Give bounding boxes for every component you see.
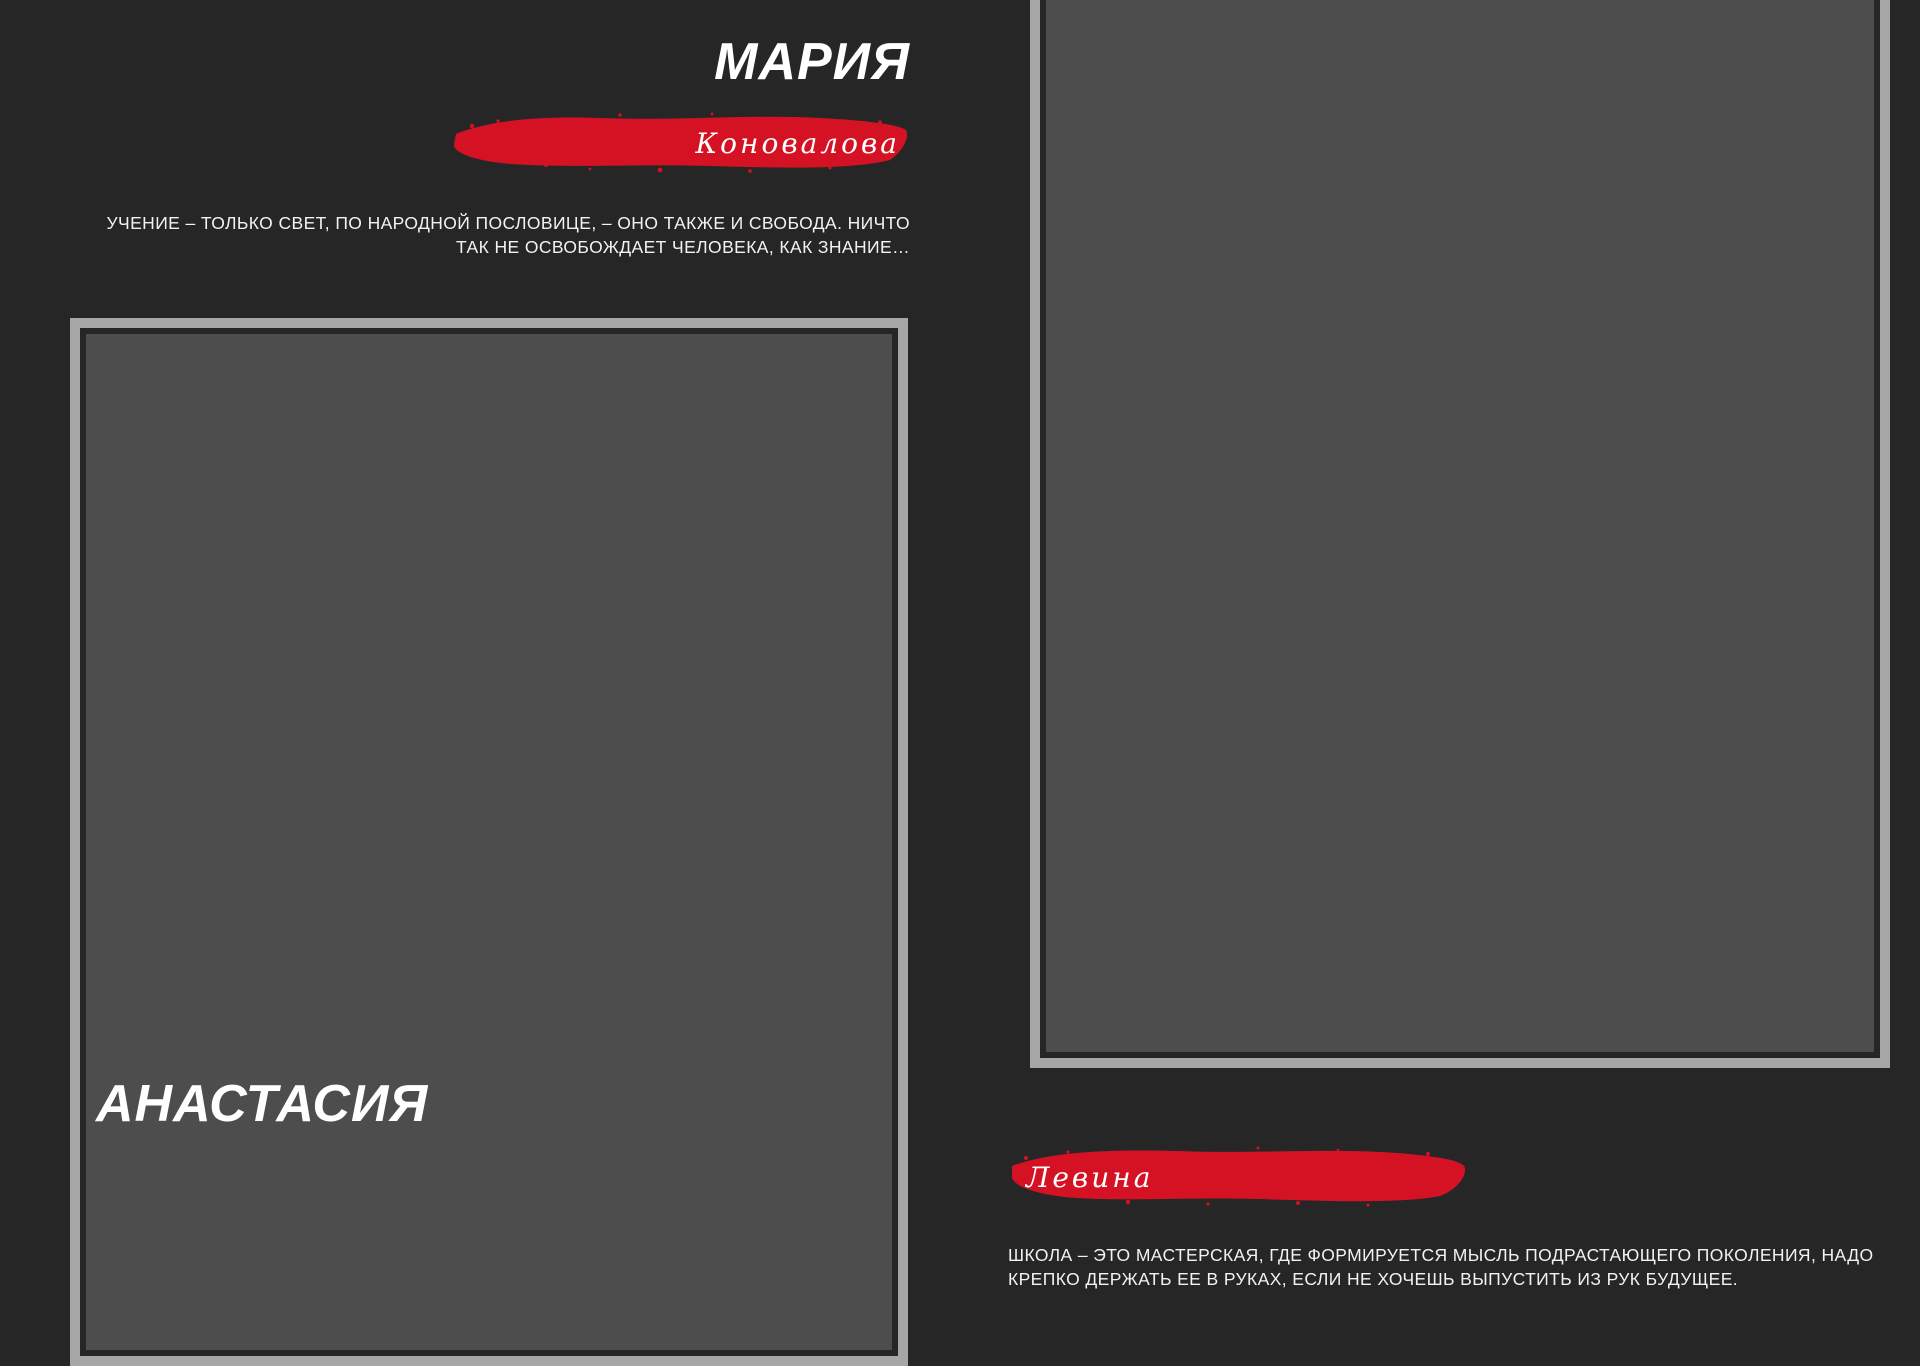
photo-frame-anastasia bbox=[1030, 0, 1890, 1068]
name-brush-stroke-anastasia bbox=[1008, 1146, 1468, 1208]
profile-first-name-maria: МАРИЯ bbox=[714, 33, 910, 91]
photo-placeholder-anastasia bbox=[1040, 0, 1880, 1058]
name-brush-stroke-maria bbox=[450, 112, 910, 174]
photo-frame-maria bbox=[70, 318, 908, 1366]
profile-last-name-maria: Коновалова bbox=[695, 126, 900, 160]
profile-first-name-anastasia: АНАСТАСИЯ bbox=[96, 1075, 429, 1133]
profile-panel-maria bbox=[0, 0, 928, 1366]
profile-quote-anastasia: ШКОЛА – ЭТО МАСТЕРСКАЯ, ГДЕ ФОРМИРУЕТСЯ МЫСЛЬ ПОДРАСТАЮЩЕГО ПОКОЛЕНИЯ, НАДО КРЕПКО ДЕРЖАТЬ ЕЕ В РУКАХ, ЕСЛИ НЕ ХОЧЕШЬ ВЫПУСТИТЬ ИЗ РУК БУДУЩЕЕ. bbox=[1008, 1245, 1874, 1289]
photo-placeholder-maria bbox=[80, 328, 898, 1356]
profile-quote-maria: УЧЕНИЕ – ТОЛЬКО СВЕТ, ПО НАРОДНОЙ ПОСЛОВИЦЕ, – ОНО ТАКЖЕ И СВОБОДА. НИЧТО ТАК НЕ ОСВОБОЖДАЕТ ЧЕЛОВЕКА, КАК ЗНАНИЕ… bbox=[106, 213, 910, 257]
profile-last-name-anastasia: Левина bbox=[1026, 1160, 1154, 1194]
